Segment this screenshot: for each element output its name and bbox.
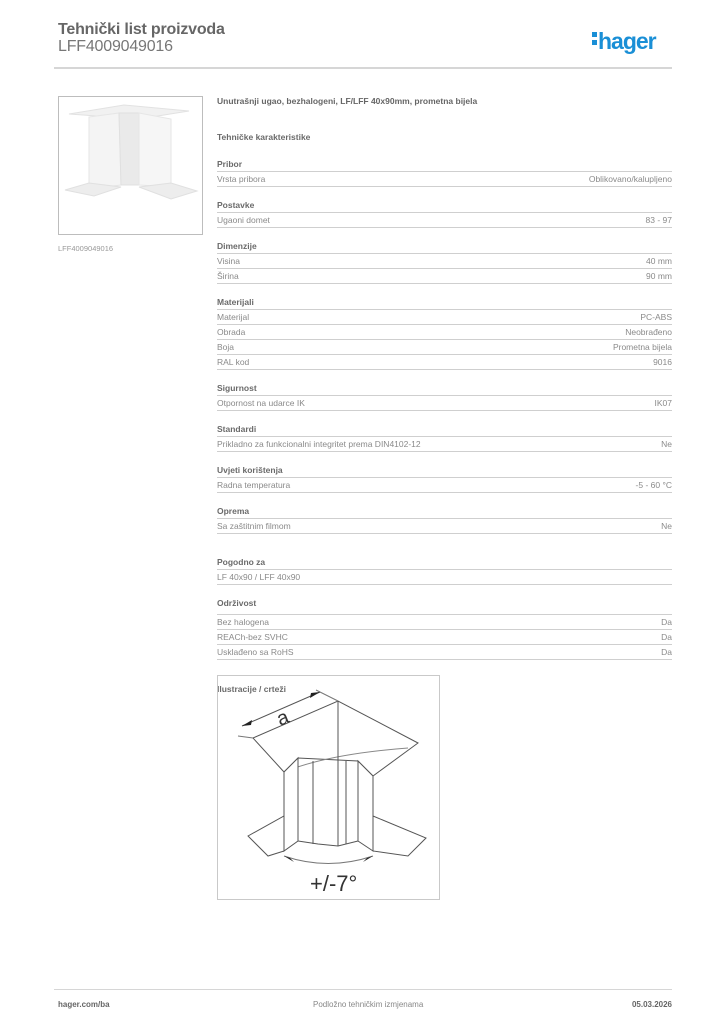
spec-row bbox=[217, 310, 672, 325]
spec-value: Ne bbox=[661, 521, 672, 531]
section-title: Tehničke karakteristike bbox=[217, 132, 311, 142]
spec-row bbox=[217, 615, 672, 630]
spec-value: Oblikovano/kalupljeno bbox=[588, 174, 672, 184]
hager-logo bbox=[592, 28, 656, 55]
spec-group-oprema bbox=[217, 505, 672, 534]
spec-value: 90 mm bbox=[646, 271, 672, 281]
suitable-for-group bbox=[217, 556, 672, 585]
logo-colon-icon bbox=[592, 29, 597, 48]
inner-corner-product-icon bbox=[59, 97, 202, 234]
spec-label: Materijal bbox=[217, 312, 250, 322]
technical-drawing bbox=[217, 675, 440, 900]
document-title: Tehnički list proizvoda bbox=[58, 21, 225, 38]
spec-group-sigurnost bbox=[217, 382, 672, 411]
spec-row bbox=[217, 172, 672, 187]
spec-group-postavke bbox=[217, 199, 672, 228]
illustrations-title: Ilustracije / crteži bbox=[217, 684, 286, 694]
footer-divider bbox=[54, 989, 672, 990]
spec-group-standardi bbox=[217, 423, 672, 452]
spec-label: Visina bbox=[217, 256, 240, 266]
group-title: Pogodno za bbox=[217, 556, 672, 570]
footer-note: Podložno tehničkim izmjenama bbox=[313, 1000, 424, 1009]
spec-value: -5 - 60 °C bbox=[635, 480, 672, 490]
product-image bbox=[58, 96, 203, 235]
spec-label: Sa zaštitnim filmom bbox=[217, 521, 291, 531]
spec-row bbox=[217, 269, 672, 284]
spec-label: Usklađeno sa RoHS bbox=[217, 647, 294, 657]
spec-group-materijali bbox=[217, 296, 672, 370]
document-product-code: LFF4009049016 bbox=[58, 38, 173, 55]
spec-row bbox=[217, 570, 672, 585]
group-title: Oprema bbox=[217, 505, 672, 519]
group-title: Sigurnost bbox=[217, 382, 672, 396]
spec-value: 83 - 97 bbox=[645, 215, 672, 225]
spec-value: 9016 bbox=[653, 357, 672, 367]
spec-row bbox=[217, 437, 672, 452]
spec-row bbox=[217, 325, 672, 340]
spec-label: Otpornost na udarce IK bbox=[217, 398, 305, 408]
group-title: Materijali bbox=[217, 296, 672, 310]
spec-row bbox=[217, 630, 672, 645]
spec-row bbox=[217, 213, 672, 228]
spec-row bbox=[217, 254, 672, 269]
spec-label: Bez halogena bbox=[217, 617, 269, 627]
spec-label: LF 40x90 / LFF 40x90 bbox=[217, 572, 301, 582]
spec-label: Širina bbox=[217, 271, 239, 281]
angle-label: +/-7° bbox=[310, 871, 358, 896]
spec-row bbox=[217, 355, 672, 370]
spec-value: Da bbox=[661, 647, 672, 657]
footer-date: 05.03.2026 bbox=[631, 1000, 672, 1009]
spec-value: Da bbox=[661, 632, 672, 642]
header-divider bbox=[54, 67, 672, 69]
dimension-label: a bbox=[273, 706, 293, 731]
spec-label: Radna temperatura bbox=[217, 480, 291, 490]
spec-label: Vrsta pribora bbox=[217, 174, 266, 184]
product-name: Unutrašnji ugao, bezhalogeni, LF/LFF 40x90mm, prometna bijela bbox=[217, 96, 478, 106]
spec-value: PC-ABS bbox=[640, 312, 672, 322]
sustainability-group bbox=[217, 597, 672, 660]
spec-group-uvjeti-koristenja bbox=[217, 464, 672, 493]
spec-label: Prikladno za funkcionalni integritet prema DIN4102-12 bbox=[217, 439, 421, 449]
product-image-caption: LFF4009049016 bbox=[58, 244, 114, 253]
spec-label: Ugaoni domet bbox=[217, 215, 270, 225]
spec-group-dimenzije bbox=[217, 240, 672, 284]
inner-corner-drawing-icon bbox=[218, 676, 439, 899]
specifications bbox=[217, 96, 672, 698]
footer-website-link[interactable]: hager.com/ba bbox=[58, 1000, 110, 1009]
group-title: Održivost bbox=[217, 597, 672, 615]
group-title: Standardi bbox=[217, 423, 672, 437]
spec-value: IK07 bbox=[654, 398, 672, 408]
group-title: Pribor bbox=[217, 158, 672, 172]
spec-label: Boja bbox=[217, 342, 235, 352]
spec-value: Da bbox=[661, 617, 672, 627]
spec-label: RAL kod bbox=[217, 357, 250, 367]
spec-row bbox=[217, 645, 672, 660]
group-title: Uvjeti korištenja bbox=[217, 464, 672, 478]
spec-row bbox=[217, 340, 672, 355]
group-title: Postavke bbox=[217, 199, 672, 213]
logo-text: hager bbox=[598, 28, 656, 54]
spec-group-pribor bbox=[217, 158, 672, 187]
spec-label: Obrada bbox=[217, 327, 246, 337]
spec-value: Ne bbox=[661, 439, 672, 449]
spec-row bbox=[217, 396, 672, 411]
spec-value: Prometna bijela bbox=[612, 342, 672, 352]
spec-row bbox=[217, 519, 672, 534]
spec-value: Neobrađeno bbox=[625, 327, 672, 337]
group-title: Dimenzije bbox=[217, 240, 672, 254]
spec-label: REACh-bez SVHC bbox=[217, 632, 288, 642]
spec-value: 40 mm bbox=[646, 256, 672, 266]
spec-row bbox=[217, 478, 672, 493]
